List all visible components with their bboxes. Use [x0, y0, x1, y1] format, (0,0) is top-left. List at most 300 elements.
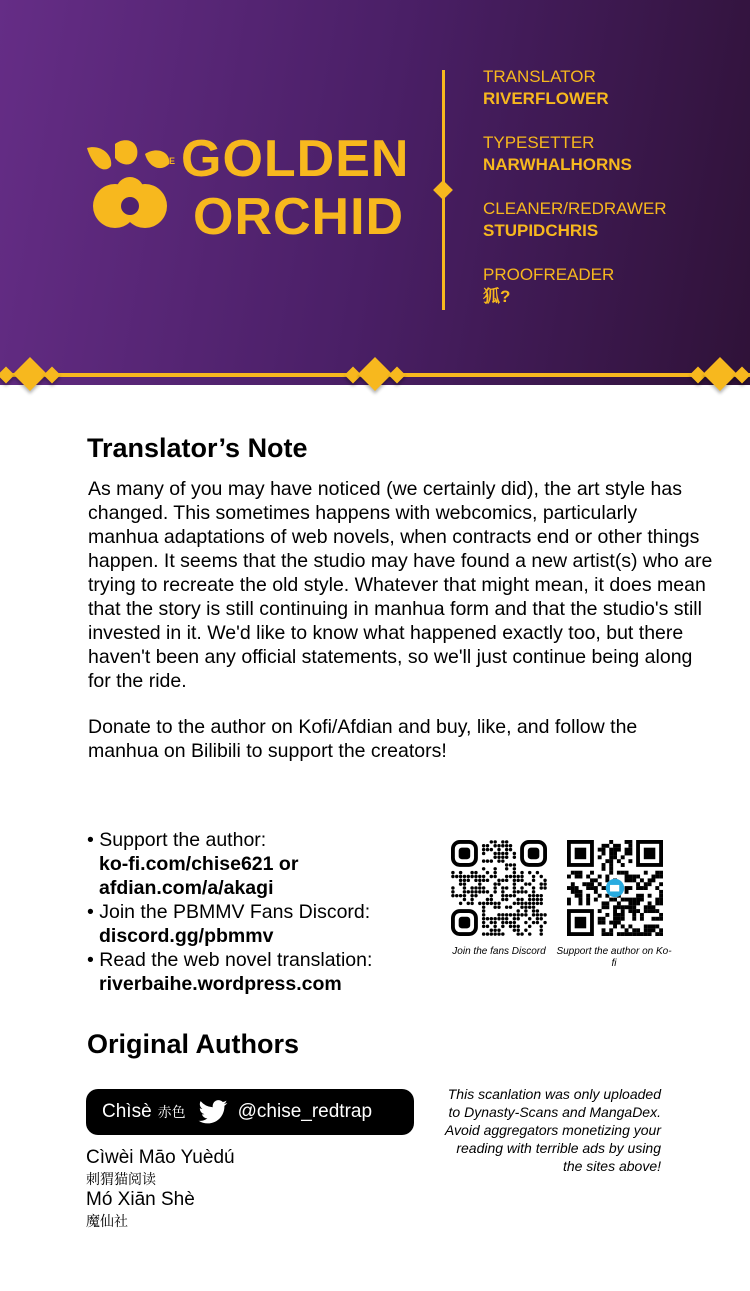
qr-module [625, 852, 629, 856]
qr-module [532, 894, 535, 897]
qr-module [532, 886, 535, 889]
qr-module [621, 898, 625, 902]
qr-module [617, 921, 621, 925]
qr-module [540, 894, 543, 897]
qr-module [586, 882, 590, 886]
qr-module [528, 871, 531, 874]
qr-module [567, 886, 571, 890]
qr-module [613, 921, 617, 925]
qr-module [463, 882, 466, 885]
qr-module [524, 929, 527, 932]
qr-module [509, 925, 512, 928]
qr-module [490, 840, 493, 843]
qr-module [632, 878, 636, 882]
qr-module [513, 852, 516, 855]
qr-module [586, 901, 590, 905]
qr-module [651, 875, 655, 879]
qr-module [590, 878, 594, 882]
qr-module [467, 879, 470, 882]
qr-module [625, 878, 629, 882]
qr-module [455, 875, 458, 878]
qr-module [459, 902, 462, 905]
qr-module [520, 913, 523, 916]
qr-module [648, 878, 652, 882]
qr-module [528, 917, 531, 920]
qr-module [621, 905, 625, 909]
qr-module [536, 898, 539, 901]
qr-module [640, 898, 644, 902]
qr-module [648, 894, 652, 898]
qr-module [501, 886, 504, 889]
qr-module [586, 898, 590, 902]
qr-module [602, 852, 606, 856]
qr-module [516, 890, 519, 893]
qr-module [490, 921, 493, 924]
qr-module [659, 932, 663, 936]
qr-module [482, 913, 485, 916]
qr-module [459, 882, 462, 885]
qr-module [579, 901, 583, 905]
qr-module [628, 878, 632, 882]
qr-module [575, 894, 579, 898]
qr-module [513, 879, 516, 882]
qr-module [598, 917, 602, 921]
qr-module [467, 902, 470, 905]
qr-module [632, 928, 636, 932]
qr-module [536, 894, 539, 897]
qr-module [478, 886, 481, 889]
qr-module [536, 871, 539, 874]
qr-module [640, 913, 644, 917]
qr-module [497, 844, 500, 847]
qr-module [621, 909, 625, 913]
qr-module [470, 871, 473, 874]
qr-module [621, 917, 625, 921]
qr-module [594, 878, 598, 882]
qr-module [513, 929, 516, 932]
qr-module [617, 917, 621, 921]
qr-module [540, 875, 543, 878]
qr-module [543, 913, 546, 916]
qr-module [524, 921, 527, 924]
qr-module [482, 932, 485, 935]
qr-module [532, 913, 535, 916]
qr-module [493, 856, 496, 859]
qr-module [655, 917, 659, 921]
qr-module [470, 890, 473, 893]
qr-module [644, 924, 648, 928]
qr-module [497, 859, 500, 862]
qr-module [490, 898, 493, 901]
qr-module [490, 929, 493, 932]
qr-module [486, 844, 489, 847]
qr-module [516, 932, 519, 935]
qr-module [609, 921, 613, 925]
qr-module [532, 909, 535, 912]
qr-module [520, 932, 523, 935]
qr-module [493, 917, 496, 920]
qr-module [655, 871, 659, 875]
qr-module [602, 886, 606, 890]
artist-twitter-badge[interactable]: Chìsè 赤色 @chise_redtrap [86, 1089, 414, 1135]
qr-module [644, 909, 648, 913]
qr-module [501, 856, 504, 859]
qr-module [636, 928, 640, 932]
qr-module [505, 867, 508, 870]
qr-finder-center [575, 917, 587, 929]
qr-module [628, 840, 632, 844]
qr-finder-center [459, 848, 471, 860]
qr-module [613, 898, 617, 902]
qr-module [490, 875, 493, 878]
qr-module [474, 886, 477, 889]
qr-module [528, 902, 531, 905]
qr-module [501, 840, 504, 843]
qr-module [540, 898, 543, 901]
qr-module [628, 898, 632, 902]
qr-module [505, 856, 508, 859]
qr-module [490, 917, 493, 920]
qr-module [628, 886, 632, 890]
qr-module [590, 871, 594, 875]
qr-module [590, 886, 594, 890]
qr-module [513, 875, 516, 878]
qr-module [536, 909, 539, 912]
qr-module [632, 898, 636, 902]
qr-module [628, 859, 632, 863]
qr-module [513, 863, 516, 866]
qr-finder-center [575, 848, 587, 860]
qr-module [602, 844, 606, 848]
qr-module [602, 848, 606, 852]
qr-module [513, 902, 516, 905]
qr-module [490, 848, 493, 851]
qr-module [482, 844, 485, 847]
orchid-icon [85, 136, 175, 241]
qr-module [509, 848, 512, 851]
qr-module [505, 917, 508, 920]
qr-module [493, 905, 496, 908]
qr-module [532, 890, 535, 893]
qr-module [516, 909, 519, 912]
qr-module [486, 871, 489, 874]
qr-module [497, 929, 500, 932]
qr-module [655, 898, 659, 902]
qr-module [451, 875, 454, 878]
qr-module [613, 913, 617, 917]
qr-module [513, 921, 516, 924]
qr-module [501, 844, 504, 847]
qr-module [632, 875, 636, 879]
qr-module [575, 890, 579, 894]
qr-module [651, 905, 655, 909]
qr-module [540, 917, 543, 920]
qr-module [536, 902, 539, 905]
qr-module [451, 871, 454, 874]
qr-module [602, 863, 606, 867]
qr-module [586, 886, 590, 890]
qr-module [655, 886, 659, 890]
kofi-link[interactable]: ko-fi.com/chise621 [99, 853, 274, 875]
qr-module [628, 905, 632, 909]
qr-module [659, 898, 663, 902]
qr-module [497, 913, 500, 916]
qr-module [478, 875, 481, 878]
qr-module [609, 859, 613, 863]
qr-module [513, 867, 516, 870]
qr-module [520, 871, 523, 874]
qr-module [536, 921, 539, 924]
afdian-link[interactable]: afdian.com/a/akagi [99, 877, 274, 899]
qr-module [528, 932, 531, 935]
qr-module [655, 924, 659, 928]
qr-module [617, 901, 621, 905]
qr-module [532, 902, 535, 905]
publishers-list: Cìwèi Māo Yuèdú 刺猬猫阅读 Mó Xiān Shè 魔仙社 [86, 1147, 235, 1229]
credits-list [483, 66, 667, 330]
qr-module [513, 913, 516, 916]
qr-module [482, 859, 485, 862]
qr-module [659, 875, 663, 879]
scanlation-notice: This scanlation was only uploaded to Dynasty-Scans and MangaDex. Avoid aggregators monetizing your reading with terrible ads by using the sites above! [444, 1086, 661, 1174]
qr-module [478, 902, 481, 905]
qr-module [509, 844, 512, 847]
qr-module [497, 932, 500, 935]
qr-module [528, 898, 531, 901]
qr-module [594, 898, 598, 902]
qr-module [659, 871, 663, 875]
qr-module [628, 875, 632, 879]
qr-module [579, 871, 583, 875]
qr-module [659, 894, 663, 898]
qr-module [571, 890, 575, 894]
original-authors-title: Original Authors [87, 1029, 300, 1059]
qr-module [474, 890, 477, 893]
qr-module [505, 921, 508, 924]
qr-module [478, 882, 481, 885]
kofi-qr-code[interactable] [567, 840, 663, 936]
qr-module [478, 890, 481, 893]
qr-module [493, 886, 496, 889]
qr-module [540, 902, 543, 905]
qr-module [651, 917, 655, 921]
qr-module [605, 875, 609, 879]
translators-note-title: Translator’s Note [87, 433, 308, 463]
qr-module [509, 863, 512, 866]
qr-module [628, 932, 632, 936]
qr-module [605, 901, 609, 905]
qr-module [543, 879, 546, 882]
qr-module [516, 898, 519, 901]
qr-module [625, 898, 629, 902]
twitter-handle[interactable]: @chise_redtrap [237, 1101, 373, 1122]
qr-module [613, 905, 617, 909]
qr-module [513, 882, 516, 885]
qr-module [598, 855, 602, 859]
qr-module [493, 925, 496, 928]
twitter-icon [198, 1100, 228, 1124]
qr-module [509, 905, 512, 908]
qr-module [659, 928, 663, 932]
qr-module [497, 856, 500, 859]
qr-module [579, 890, 583, 894]
qr-module [659, 882, 663, 886]
qr-module [482, 879, 485, 882]
qr-module [621, 855, 625, 859]
qr-module [493, 875, 496, 878]
qr-module [651, 909, 655, 913]
qr-module [567, 875, 571, 879]
qr-module [505, 852, 508, 855]
novel-link[interactable]: riverbaihe.wordpress.com [99, 973, 342, 995]
qr-module [501, 913, 504, 916]
credit-translator: TRANSLATOR RIVERFLOWER [483, 67, 609, 108]
qr-module [482, 890, 485, 893]
qr-module [486, 917, 489, 920]
qr-module [625, 932, 629, 936]
qr-module [543, 886, 546, 889]
qr-finder-center [644, 848, 656, 860]
qr-module [482, 909, 485, 912]
qr-module [532, 905, 535, 908]
qr-module [451, 886, 454, 889]
qr-module [609, 855, 613, 859]
qr-module [617, 859, 621, 863]
qr-module [543, 921, 546, 924]
qr-module [609, 848, 613, 852]
qr-module [621, 871, 625, 875]
qr-module [501, 890, 504, 893]
qr-module [655, 875, 659, 879]
qr-module [659, 901, 663, 905]
qr-module [605, 905, 609, 909]
qr-module [520, 890, 523, 893]
qr-module [636, 894, 640, 898]
qr-module [516, 913, 519, 916]
qr-module [493, 840, 496, 843]
qr-module [636, 932, 640, 936]
qr-module [497, 917, 500, 920]
qr-module [651, 878, 655, 882]
qr-module [501, 859, 504, 862]
qr-module [598, 875, 602, 879]
logo-golden: GOLDEN [181, 130, 410, 188]
qr-module [509, 921, 512, 924]
qr-module [497, 902, 500, 905]
qr-module [486, 890, 489, 893]
qr-module [474, 879, 477, 882]
qr-module [648, 928, 652, 932]
qr-module [516, 902, 519, 905]
qr-finder-center [528, 848, 540, 860]
qr-module [628, 852, 632, 856]
qr-module [509, 894, 512, 897]
qr-module [571, 882, 575, 886]
qr-module [459, 875, 462, 878]
discord-qr-code[interactable] [451, 840, 547, 936]
qr-module [490, 894, 493, 897]
qr-module [451, 890, 454, 893]
qr-module [505, 848, 508, 851]
qr-module [509, 875, 512, 878]
qr-module [493, 929, 496, 932]
qr-module [644, 886, 648, 890]
qr-module [493, 932, 496, 935]
discord-link[interactable]: discord.gg/pbmmv [99, 925, 274, 947]
qr-module [590, 882, 594, 886]
qr-module [609, 863, 613, 867]
qr-module [501, 932, 504, 935]
qr-module [524, 882, 527, 885]
qr-module [482, 905, 485, 908]
qr-module [575, 886, 579, 890]
qr-module [482, 867, 485, 870]
qr-module [609, 867, 613, 871]
qr-module [640, 878, 644, 882]
qr-module [567, 898, 571, 902]
qr-module [532, 875, 535, 878]
qr-module [501, 921, 504, 924]
qr-module [582, 882, 586, 886]
qr-module [516, 917, 519, 920]
qr-module [602, 932, 606, 936]
qr-module [501, 917, 504, 920]
qr-module [451, 894, 454, 897]
qr-module [621, 913, 625, 917]
qr-module [486, 898, 489, 901]
qr-module [540, 913, 543, 916]
qr-module [659, 913, 663, 917]
qr-module [625, 886, 629, 890]
qr-module [470, 902, 473, 905]
qr-module [505, 863, 508, 866]
qr-module [567, 901, 571, 905]
qr-module [474, 894, 477, 897]
qr-module [640, 932, 644, 936]
qr-module [625, 875, 629, 879]
qr-module [463, 890, 466, 893]
qr-module [636, 886, 640, 890]
credit-proofreader: PROOFREADER 狐? [483, 265, 615, 306]
qr-module [532, 921, 535, 924]
qr-module [524, 890, 527, 893]
qr-module [482, 925, 485, 928]
qr-module [628, 924, 632, 928]
qr-module [602, 905, 606, 909]
qr-module [474, 875, 477, 878]
qr-module [632, 917, 636, 921]
qr-module [579, 894, 583, 898]
qr-module [482, 902, 485, 905]
qr-module [493, 882, 496, 885]
qr-module [459, 879, 462, 882]
qr-module [520, 905, 523, 908]
qr-module [513, 925, 516, 928]
qr-module [470, 894, 473, 897]
qr-module [609, 898, 613, 902]
qr-module [513, 886, 516, 889]
qr-module [486, 859, 489, 862]
qr-module [459, 894, 462, 897]
qr-module [493, 871, 496, 874]
qr-module [598, 909, 602, 913]
qr-module [609, 928, 613, 932]
qr-module [501, 852, 504, 855]
qr-module [644, 932, 648, 936]
qr-module [579, 898, 583, 902]
qr-module [493, 844, 496, 847]
qr-module [636, 875, 640, 879]
